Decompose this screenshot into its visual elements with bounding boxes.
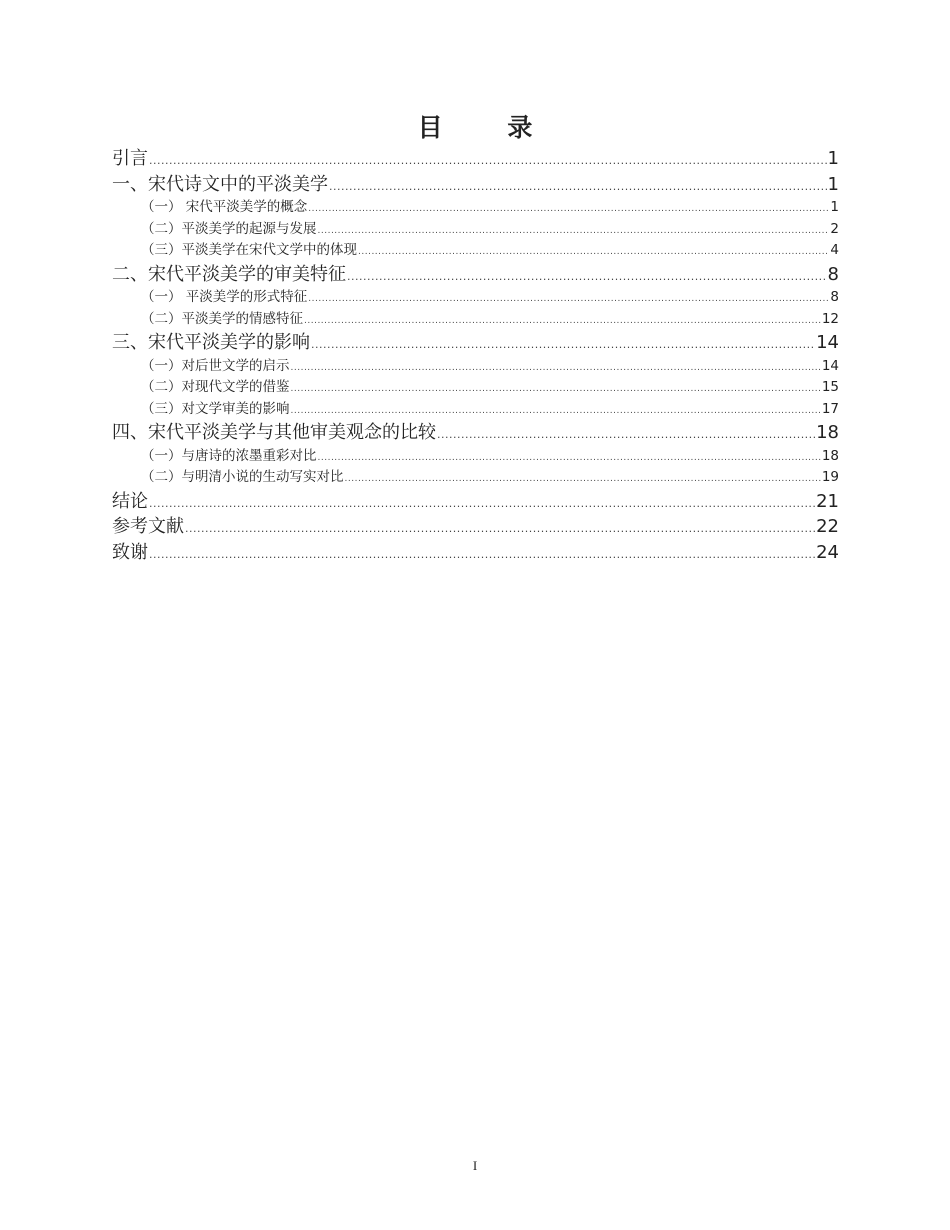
- toc-leader-dots: [185, 516, 815, 542]
- toc-title: 目 录: [417, 113, 561, 142]
- toc-entry-text: 三、宋代平淡美学的影响: [112, 332, 310, 353]
- toc-leader-dots: [347, 264, 827, 290]
- toc-subentry[interactable]: [112, 356, 839, 378]
- toc-entry-text: （一） 平淡美学的形式特征: [141, 289, 308, 305]
- toc-entry-text: （二）与明清小说的生动写实对比: [141, 469, 344, 485]
- toc-entry-page: 1: [830, 199, 839, 215]
- toc-entry-page: 17: [821, 400, 839, 417]
- toc-entry-text: （二）平淡美学的起源与发展: [141, 220, 317, 237]
- toc-leader-dots: [358, 242, 829, 264]
- toc-leader-dots: [318, 448, 821, 470]
- toc-entry-text: 引言: [112, 148, 148, 169]
- toc-leader-dots: [345, 469, 821, 491]
- toc-entry-page: 21: [816, 490, 839, 512]
- toc-entry-text: 致谢: [112, 541, 148, 563]
- toc-leader-dots: [149, 491, 815, 517]
- toc-entry-page: 1: [827, 148, 839, 169]
- toc-subentry[interactable]: [112, 446, 839, 468]
- toc-entry-page: 2: [830, 220, 839, 237]
- toc-entry-text: 一、宋代诗文中的平淡美学: [112, 173, 328, 195]
- toc-subentry[interactable]: [112, 377, 839, 399]
- toc-leader-dots: [149, 542, 815, 568]
- toc-entry-page: 14: [821, 357, 839, 374]
- toc-entry[interactable]: [112, 146, 839, 172]
- toc-leader-dots: [291, 358, 821, 380]
- toc-entry[interactable]: [112, 514, 839, 540]
- toc-leader-dots: [291, 379, 821, 401]
- toc-subentry[interactable]: [112, 399, 839, 421]
- toc-entry[interactable]: [112, 420, 839, 446]
- toc-leader-dots: [311, 332, 815, 358]
- toc-entry[interactable]: [112, 262, 839, 288]
- toc-subentry[interactable]: [112, 240, 839, 262]
- toc-entry-text: 二、宋代平淡美学的审美特征: [112, 263, 346, 285]
- toc-entry-page: 8: [827, 263, 839, 285]
- toc-entry-text: （一）对后世文学的启示: [141, 357, 290, 374]
- table-of-contents: [112, 146, 839, 565]
- toc-leader-dots: [149, 148, 827, 174]
- toc-entry-text: （三）对文学审美的影响: [141, 400, 290, 417]
- toc-entry[interactable]: [112, 489, 839, 515]
- toc-entry[interactable]: [112, 330, 839, 356]
- toc-entry-page: 4: [830, 242, 839, 258]
- toc-entry-page: 1: [827, 173, 839, 195]
- toc-leader-dots: [304, 311, 821, 333]
- toc-entry[interactable]: [112, 172, 839, 198]
- toc-leader-dots: [291, 401, 821, 423]
- toc-entry-text: 四、宋代平淡美学与其他审美观念的比较: [112, 422, 436, 443]
- toc-entry[interactable]: [112, 540, 839, 566]
- toc-entry-text: （一）与唐诗的浓墨重彩对比: [141, 447, 317, 464]
- toc-subentry[interactable]: [112, 219, 839, 241]
- toc-entry-page: 12: [821, 310, 839, 327]
- toc-leader-dots: [308, 199, 829, 221]
- toc-leader-dots: [318, 221, 830, 243]
- toc-entry-text: （二）平淡美学的情感特征: [141, 310, 303, 327]
- toc-entry-page: 18: [821, 447, 839, 464]
- toc-entry-text: （三）平淡美学在宋代文学中的体现: [141, 242, 357, 258]
- toc-entry-page: 8: [830, 289, 839, 305]
- toc-entry-text: 参考文献: [112, 516, 184, 537]
- toc-subentry[interactable]: [112, 287, 839, 309]
- toc-entry-page: 15: [821, 379, 839, 395]
- toc-leader-dots: [308, 289, 829, 311]
- toc-entry-page: 19: [821, 469, 839, 485]
- page-number: I: [472, 1158, 478, 1173]
- toc-entry-text: 结论: [112, 490, 148, 512]
- toc-leader-dots: [329, 174, 827, 200]
- toc-entry-page: 22: [816, 516, 839, 537]
- toc-entry-text: （二）对现代文学的借鉴: [141, 379, 290, 395]
- toc-leader-dots: [437, 422, 815, 448]
- toc-entry-text: （一） 宋代平淡美学的概念: [141, 199, 308, 215]
- toc-entry-page: 24: [816, 541, 839, 563]
- toc-subentry[interactable]: [112, 467, 839, 489]
- toc-entry-page: 14: [816, 332, 839, 353]
- toc-subentry[interactable]: [112, 197, 839, 219]
- toc-entry-page: 18: [816, 422, 839, 443]
- toc-subentry[interactable]: [112, 309, 839, 331]
